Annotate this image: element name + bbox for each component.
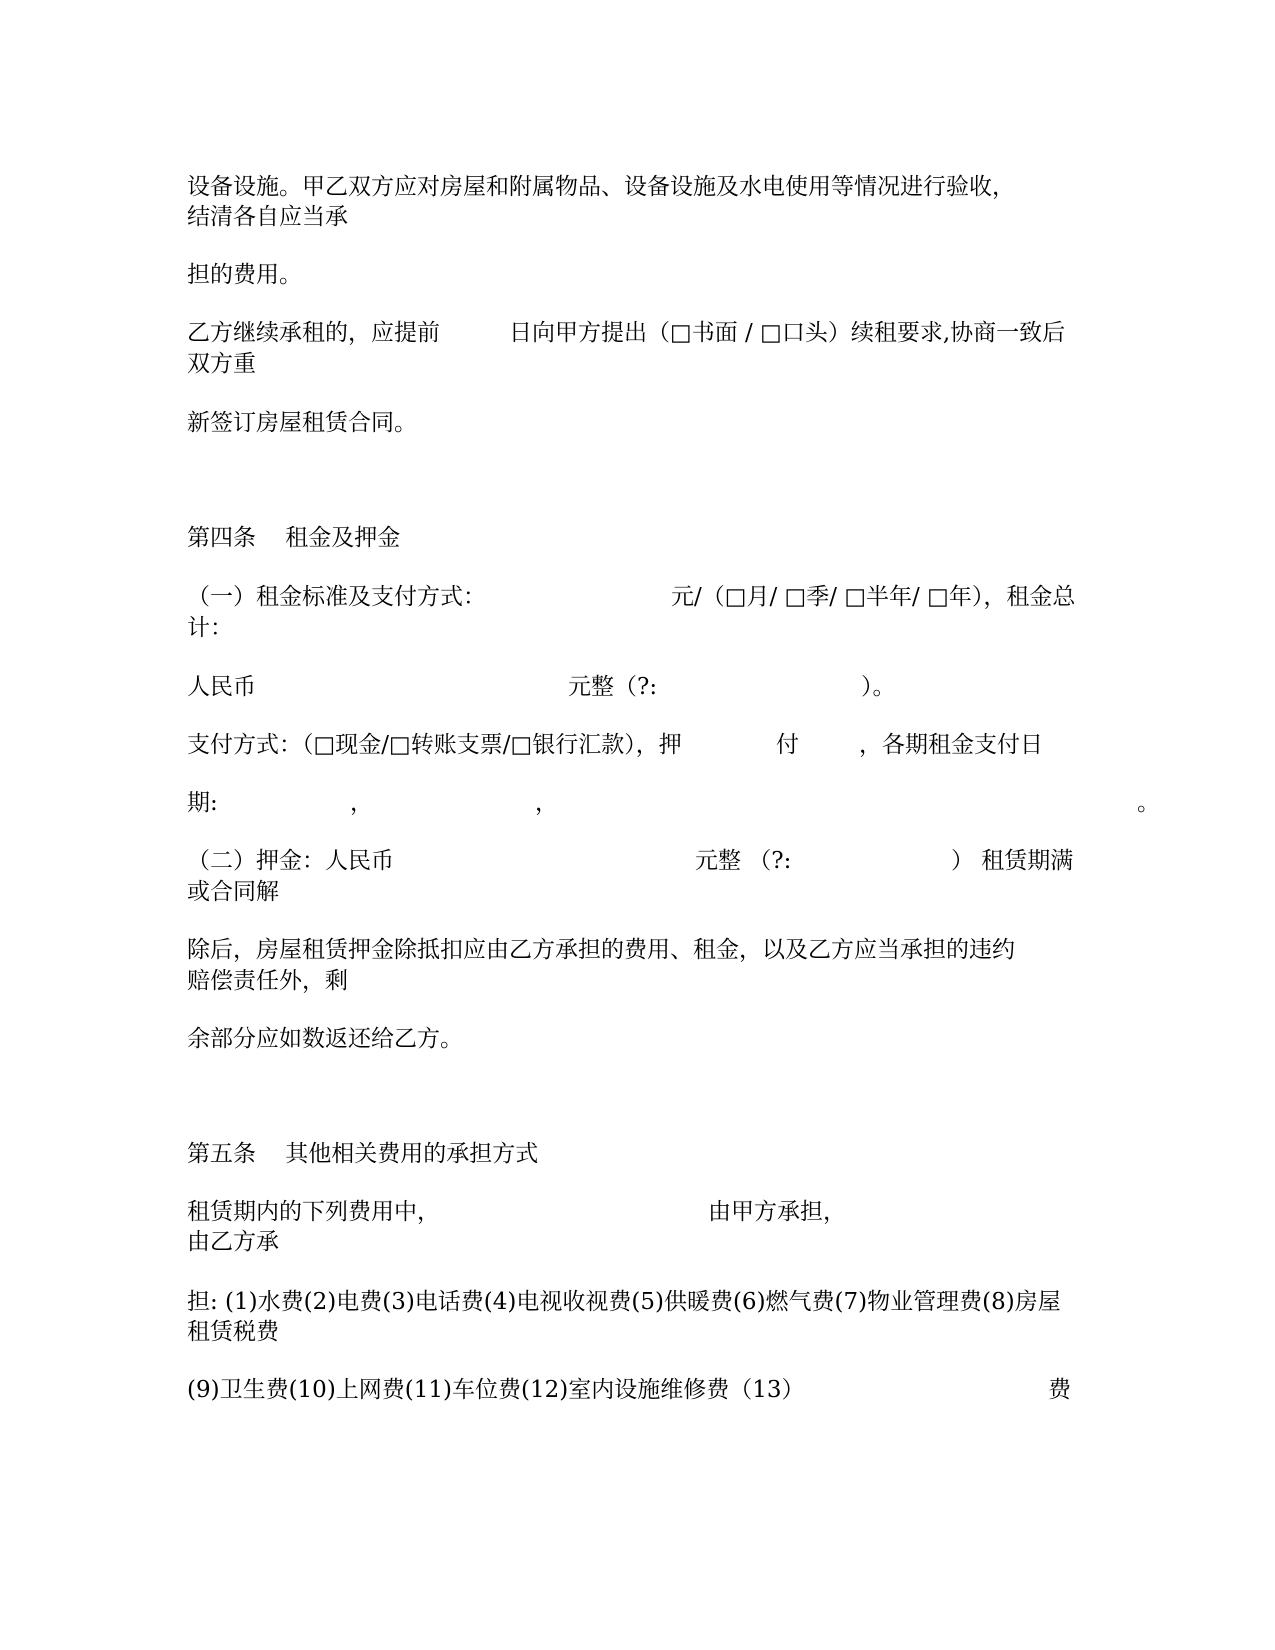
text-segment: 余部分应如数返还给乙方。 <box>187 1026 463 1052</box>
text-segment: 赔偿责任外，剩 <box>187 968 348 994</box>
text-segment: 元/（□月/ □季/ □半年/ □年），租金总 <box>671 584 1076 610</box>
text-segment: ，各期租金支付日 <box>859 732 1043 758</box>
text-segment: 担的费用。 <box>187 262 302 288</box>
text-segment: 由乙方承 <box>187 1229 279 1255</box>
text-segment: 担: (1)水费(2)电费(3)电话费(4)电视收视费(5)供暖费(6)燃气费(7)物业管理费(8)房屋 <box>187 1289 1061 1315</box>
text-segment: (9)卫生费(10)上网费(11)车位费(12)室内设施维修费（13） <box>187 1377 805 1403</box>
heading-text: 第五条 其他相关费用的承担方式 <box>187 1141 539 1167</box>
text-segment: 乙方继续承租的，应提前 <box>187 320 440 346</box>
text-segment: 除后，房屋租赁押金除抵扣应由乙方承担的费用、租金，以及乙方应当承担的违约 <box>187 937 1015 963</box>
text-segment: 结清各自应当承 <box>187 204 348 230</box>
text-segment: 由甲方承担， <box>708 1199 846 1225</box>
text-segment: 人民币 <box>187 674 256 700</box>
heading-text: 第四条 租金及押金 <box>187 525 401 551</box>
text-segment: 或合同解 <box>187 879 279 905</box>
text-segment: 元整（?: <box>568 674 658 700</box>
paragraph-line <box>187 407 417 503</box>
paragraph-line <box>187 1374 1071 1502</box>
text-segment: ， <box>350 790 373 816</box>
text-segment: ， <box>535 790 558 816</box>
text-segment: 设备设施。甲乙双方应对房屋和附属物品、设备设施及水电使用等情况进行验收， <box>187 174 1015 200</box>
text-segment: 租赁税费 <box>187 1319 279 1345</box>
text-segment: 支付方式：（□现金/□转账支票/□银行汇款），押 <box>187 732 682 758</box>
text-segment: 租赁期内的下列费用中， <box>187 1199 440 1225</box>
text-segment: （一）租金标准及支付方式： <box>187 584 486 610</box>
text-segment: （二）押金：人民币 <box>187 848 394 874</box>
text-segment: 付 <box>776 732 799 758</box>
text-segment: 费 <box>1048 1377 1071 1403</box>
text-segment: 新签订房屋租赁合同。 <box>187 410 417 436</box>
text-segment: 元整 （?: <box>695 848 792 874</box>
text-segment: ） 租赁期满 <box>951 848 1074 874</box>
text-segment: 期: <box>187 790 218 816</box>
text-segment: 。 <box>1137 790 1160 816</box>
text-segment: 日向甲方提出（□书面 / □口头）续租要求,协商一致后 <box>509 320 1066 346</box>
paragraph-line <box>187 1023 463 1119</box>
text-segment: 计： <box>187 615 233 641</box>
text-segment: 双方重 <box>187 351 256 377</box>
text-segment: ）。 <box>861 674 896 700</box>
